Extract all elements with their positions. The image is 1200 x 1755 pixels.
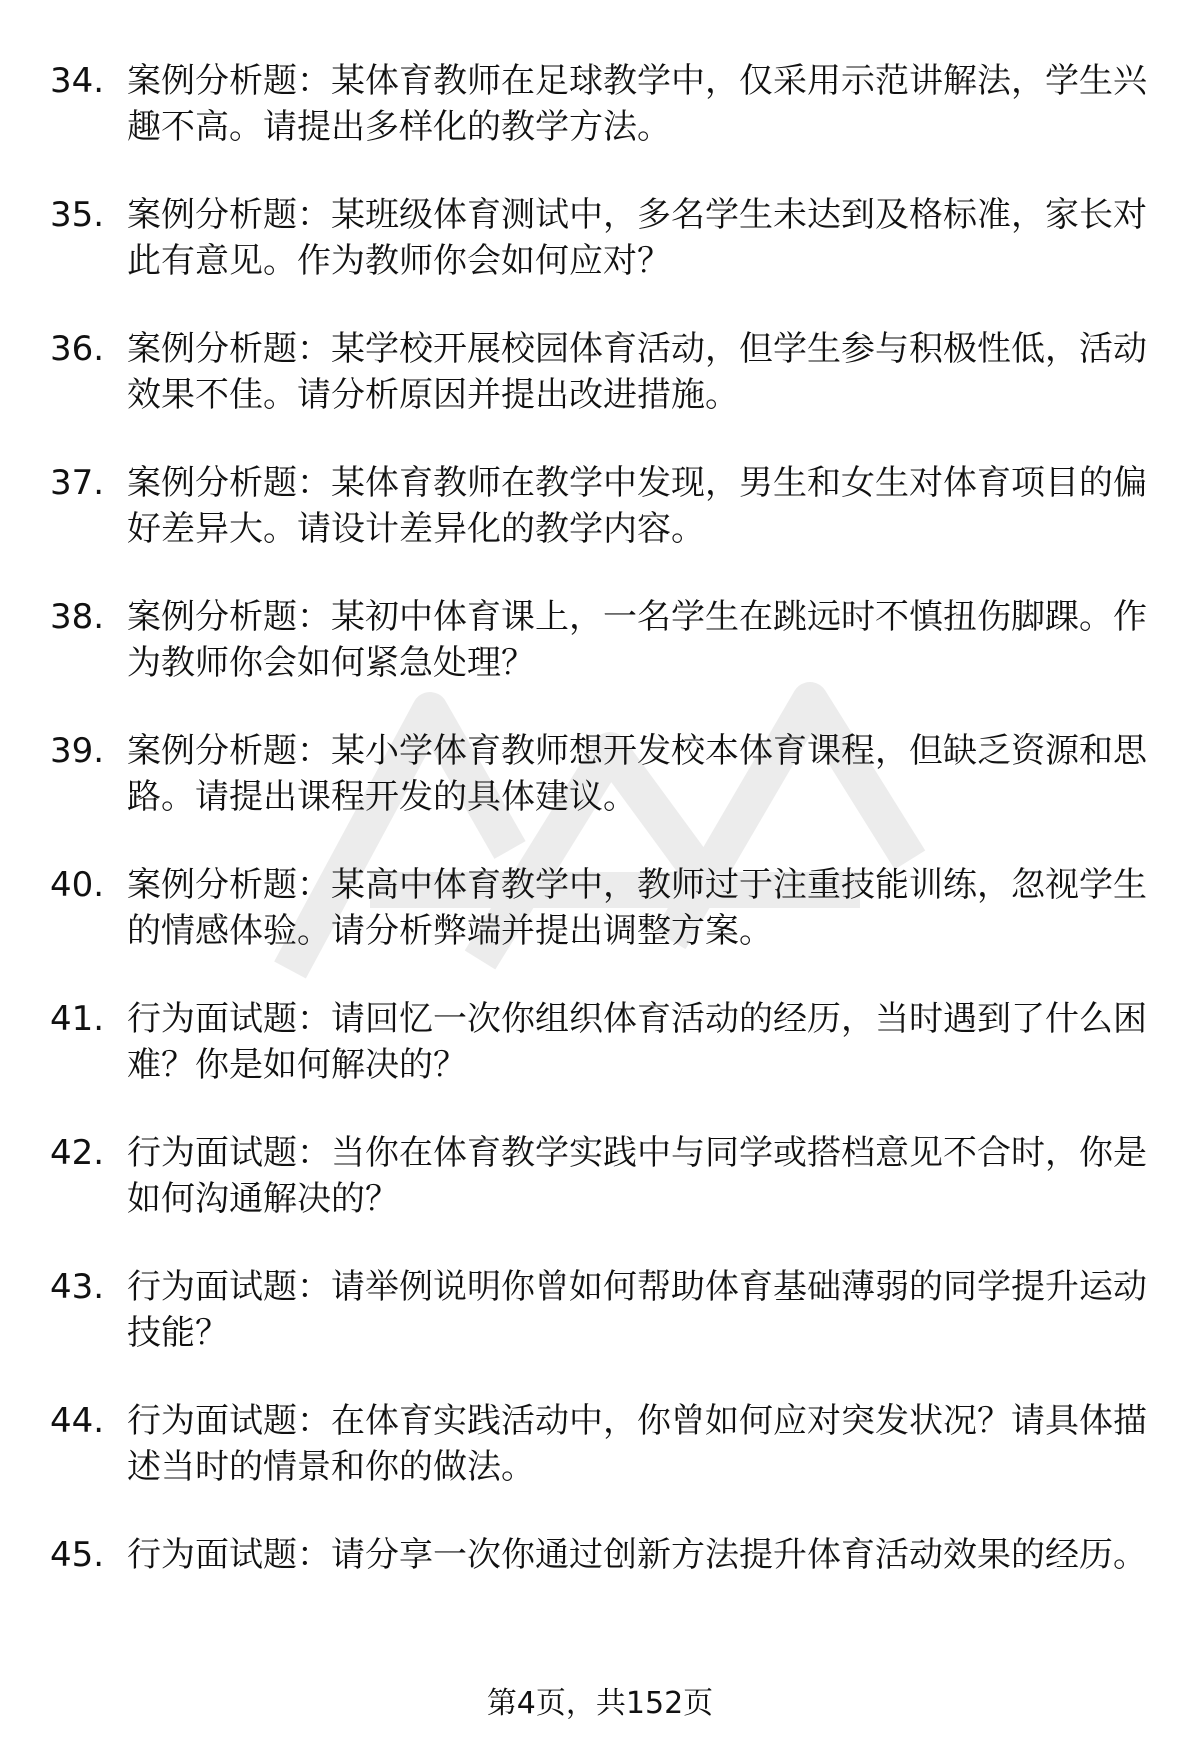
question-number: 43. xyxy=(50,1267,105,1307)
question-number: 37. xyxy=(50,463,105,503)
question-text: 案例分析题：某体育教师在教学中发现，男生和女生对体育项目的偏好差异大。请设计差异化的教学内容。 xyxy=(127,463,1147,549)
question-text: 案例分析题：某体育教师在足球教学中，仅采用示范讲解法，学生兴趣不高。请提出多样化的教学方法。 xyxy=(127,61,1147,147)
question-item xyxy=(0,58,1200,192)
question-text: 案例分析题：某初中体育课上，一名学生在跳远时不慎扭伤脚踝。作为教师你会如何紧急处理？ xyxy=(127,597,1147,683)
question-item xyxy=(0,728,1200,862)
question-item xyxy=(0,326,1200,460)
question-item xyxy=(0,192,1200,326)
question-text: 案例分析题：某学校开展校园体育活动，但学生参与积极性低，活动效果不佳。请分析原因并提出改进措施。 xyxy=(127,329,1147,415)
question-item xyxy=(0,862,1200,996)
question-number: 39. xyxy=(50,731,105,771)
question-number: 42. xyxy=(50,1133,105,1173)
question-item xyxy=(0,594,1200,728)
question-number: 38. xyxy=(50,597,105,637)
question-item xyxy=(0,1398,1200,1532)
question-text: 行为面试题：请回忆一次你组织体育活动的经历，当时遇到了什么困难？你是如何解决的？ xyxy=(127,999,1147,1085)
question-text: 案例分析题：某班级体育测试中，多名学生未达到及格标准，家长对此有意见。作为教师你会如何应对？ xyxy=(127,195,1147,281)
question-item xyxy=(0,1130,1200,1264)
question-text: 案例分析题：某高中体育教学中，教师过于注重技能训练，忽视学生的情感体验。请分析弊端并提出调整方案。 xyxy=(127,865,1147,951)
question-list xyxy=(0,58,1200,1666)
question-item xyxy=(0,996,1200,1130)
question-item xyxy=(0,1532,1200,1666)
question-text: 行为面试题：请举例说明你曾如何帮助体育基础薄弱的同学提升运动技能？ xyxy=(127,1267,1147,1353)
question-number: 35. xyxy=(50,195,105,235)
question-number: 41. xyxy=(50,999,105,1039)
question-item xyxy=(0,1264,1200,1398)
question-number: 45. xyxy=(50,1535,105,1575)
question-number: 36. xyxy=(50,329,105,369)
page-footer: 第4页，共152页 xyxy=(486,1686,714,1721)
question-number: 40. xyxy=(50,865,105,905)
question-number: 34. xyxy=(50,61,105,101)
question-text: 行为面试题：请分享一次你通过创新方法提升体育活动效果的经历。 xyxy=(127,1535,1147,1575)
question-item xyxy=(0,460,1200,594)
question-text: 案例分析题：某小学体育教师想开发校本体育课程，但缺乏资源和思路。请提出课程开发的具体建议。 xyxy=(127,731,1147,817)
question-number: 44. xyxy=(50,1401,105,1441)
question-text: 行为面试题：当你在体育教学实践中与同学或搭档意见不合时，你是如何沟通解决的？ xyxy=(127,1133,1147,1219)
question-text: 行为面试题：在体育实践活动中，你曾如何应对突发状况？请具体描述当时的情景和你的做法。 xyxy=(127,1401,1147,1487)
